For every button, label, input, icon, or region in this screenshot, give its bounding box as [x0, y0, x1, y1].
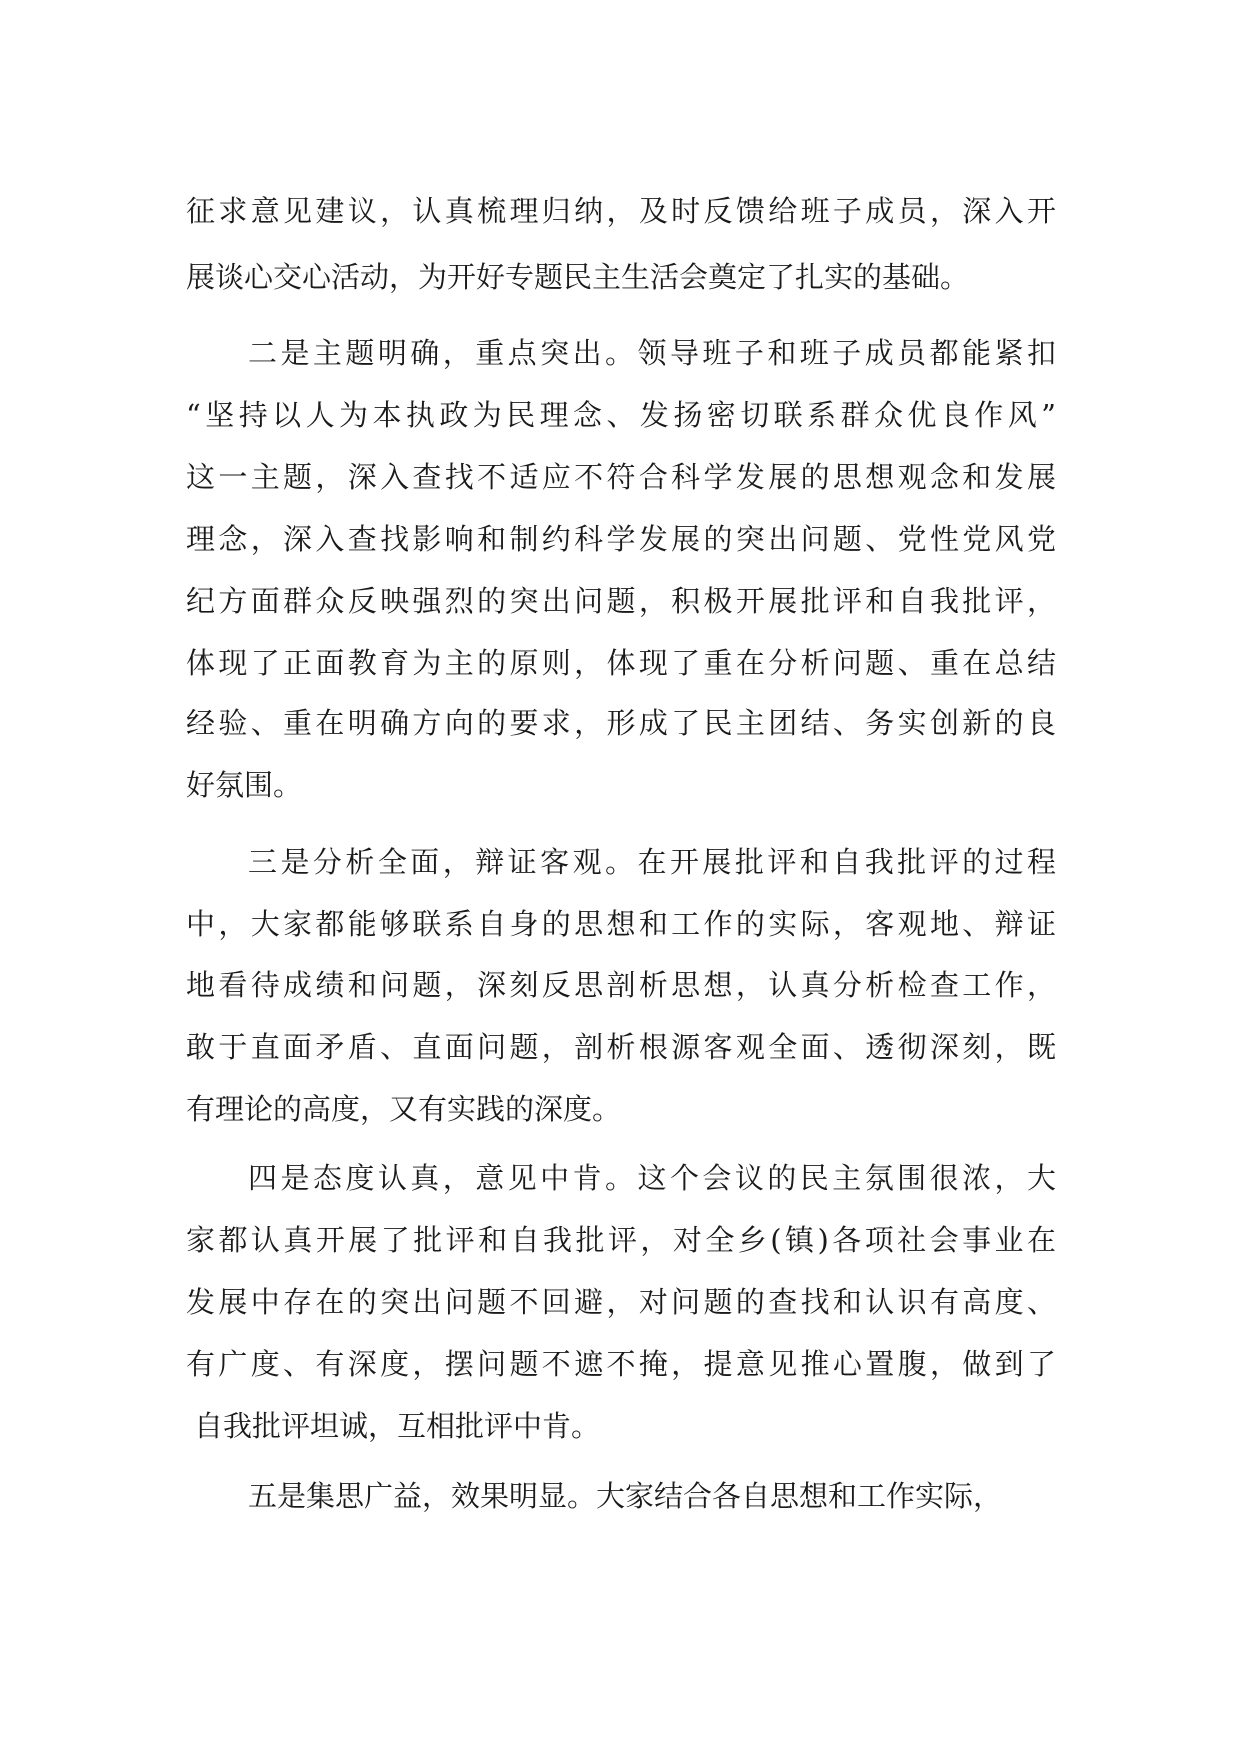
text-line: 纪方面群众反映强烈的突出问题，积极开展批评和自我批评， — [186, 584, 1056, 618]
paragraph-first-line: 四是态度认真，意见中肯。这个会议的民主氛围很浓，大 — [248, 1161, 1056, 1195]
text-line: 地看待成绩和问题，深刻反思剖析思想，认真分析检查工作， — [186, 968, 1056, 1002]
text-line: 展谈心交心活动，为开好专题民主生活会奠定了扎实的基础。 — [186, 260, 970, 294]
paragraph-first-line: 三是分析全面，辩证客观。在开展批评和自我批评的过程 — [248, 845, 1056, 879]
text-line: 体现了正面教育为主的原则，体现了重在分析问题、重在总结 — [186, 646, 1056, 680]
text-line: 这一主题，深入查找不适应不符合科学发展的思想观念和发展 — [186, 460, 1056, 494]
text-line: 经验、重在明确方向的要求，形成了民主团结、务实创新的良 — [186, 706, 1056, 740]
text-line: 有广度、有深度，摆问题不遮不掩，提意见推心置腹，做到了 — [186, 1347, 1056, 1381]
text-line: 有理论的高度，又有实践的深度。 — [186, 1092, 622, 1126]
text-line: 敢于直面矛盾、直面问题，剖析根源客观全面、透彻深刻，既 — [186, 1030, 1056, 1064]
paragraph-first-line: 五是集思广益，效果明显。大家结合各自思想和工作实际， — [248, 1479, 1003, 1513]
text-line: 好氛围。 — [186, 768, 303, 802]
text-line: 发展中存在的突出问题不回避，对问题的查找和认识有高度、 — [186, 1285, 1056, 1319]
paragraph-first-line: 二是主题明确，重点突出。领导班子和班子成员都能紧扣 — [248, 336, 1056, 370]
text-line: 理念，深入查找影响和制约科学发展的突出问题、党性党风党 — [186, 522, 1056, 556]
text-line: 征求意见建议，认真梳理归纳，及时反馈给班子成员，深入开 — [186, 194, 1056, 228]
text-line: 自我批评坦诚，互相批评中肯。 — [194, 1409, 601, 1443]
text-line: 中，大家都能够联系自身的思想和工作的实际，客观地、辩证 — [186, 907, 1056, 941]
text-line: “坚持以人为本执政为民理念、发扬密切联系群众优良作风” — [186, 398, 1056, 432]
text-line: 家都认真开展了批评和自我批评，对全乡(镇)各项社会事业在 — [186, 1223, 1056, 1257]
